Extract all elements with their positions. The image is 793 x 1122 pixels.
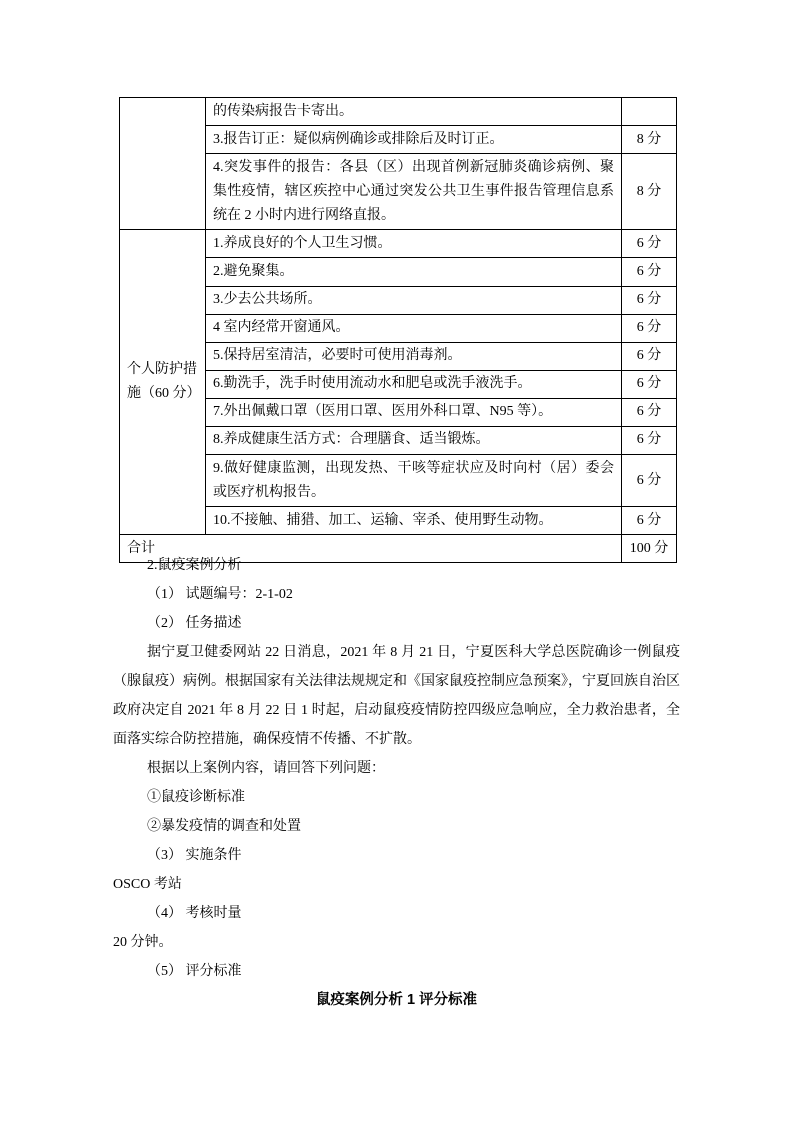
paragraph: ②暴发疫情的调查和处置 <box>147 819 301 834</box>
section-header-cell <box>120 98 206 230</box>
paragraph: 2.鼠疫案例分析 <box>147 558 242 573</box>
scoring-table-body <box>120 98 677 563</box>
score-cell: 6 分 <box>622 286 677 314</box>
paragraph: （5） 评分标准 <box>147 964 242 979</box>
score-cell: 6 分 <box>622 426 677 454</box>
score-cell: 6 分 <box>622 314 677 342</box>
paragraph: ①鼠疫诊断标准 <box>147 790 245 805</box>
table-row <box>120 98 677 126</box>
paragraph: （1） 试题编号：2-1-02 <box>147 587 293 602</box>
criteria-cell: 的传染病报告卡寄出。 <box>206 98 622 126</box>
score-cell: 6 分 <box>622 342 677 370</box>
criteria-cell: 9.做好健康监测，出现发热、干咳等症状应及时向村（居）委会或医疗机构报告。 <box>206 455 622 507</box>
paragraph: OSCO 考站 <box>113 877 182 892</box>
total-label-cell: 合计 <box>120 535 622 563</box>
total-score-cell: 100 分 <box>622 535 677 563</box>
criteria-cell: 4 室内经常开窗通风。 <box>206 314 622 342</box>
criteria-cell: 3.报告订正：疑似病例确诊或排除后及时订正。 <box>206 126 622 154</box>
paragraph: 20 分钟。 <box>113 935 173 950</box>
table-caption-title: 鼠疫案例分析 1 评分标准 <box>315 992 478 1008</box>
section-header-cell: 个人防护措施（60 分） <box>120 230 206 535</box>
score-cell: 8 分 <box>622 154 677 230</box>
criteria-cell: 3.少去公共场所。 <box>206 286 622 314</box>
paragraph: 据宁夏卫健委网站 22 日消息，2021 年 8 月 21 日，宁夏医科大学总医院确诊一例鼠疫（腺鼠疫）病例。根据国家有关法律法规规定和《国家鼠疫控制应急预案》，宁夏回族自治区政府决定自 2021 年 8 月 22 日 1 时起，启动鼠疫疫情防控四级应急响应，全力救治患者，全面落实综合防控措施，确保疫情不传播、不扩散。 <box>113 645 680 747</box>
paragraph: 根据以上案例内容，请回答下列问题： <box>147 761 385 776</box>
score-cell: 6 分 <box>622 398 677 426</box>
criteria-cell: 4.突发事件的报告：各县（区）出现首例新冠肺炎确诊病例、聚集性疫情，辖区疾控中心通过突发公共卫生事件报告管理信息系统在 2 小时内进行网络直报。 <box>206 154 622 230</box>
score-cell: 6 分 <box>622 258 677 286</box>
criteria-cell: 6.勤洗手，洗手时使用流动水和肥皂或洗手液洗手。 <box>206 370 622 398</box>
score-cell: 6 分 <box>622 370 677 398</box>
score-cell: 8 分 <box>622 126 677 154</box>
paragraph: （4） 考核时量 <box>147 906 242 921</box>
score-cell <box>622 98 677 126</box>
criteria-cell: 8.养成健康生活方式：合理膳食、适当锻炼。 <box>206 426 622 454</box>
paragraph: （2） 任务描述 <box>147 616 242 631</box>
score-cell: 6 分 <box>622 507 677 535</box>
paragraph: （3） 实施条件 <box>147 848 242 863</box>
scoring-table <box>119 97 677 563</box>
table-row <box>120 230 677 258</box>
score-cell: 6 分 <box>622 230 677 258</box>
criteria-cell: 10.不接触、捕猎、加工、运输、宰杀、使用野生动物。 <box>206 507 622 535</box>
criteria-cell: 5.保持居室清洁，必要时可使用消毒剂。 <box>206 342 622 370</box>
criteria-cell: 2.避免聚集。 <box>206 258 622 286</box>
score-cell: 6 分 <box>622 455 677 507</box>
criteria-cell: 1.养成良好的个人卫生习惯。 <box>206 230 622 258</box>
criteria-cell: 7.外出佩戴口罩（医用口罩、医用外科口罩、N95 等）。 <box>206 398 622 426</box>
body-text <box>113 551 680 1015</box>
